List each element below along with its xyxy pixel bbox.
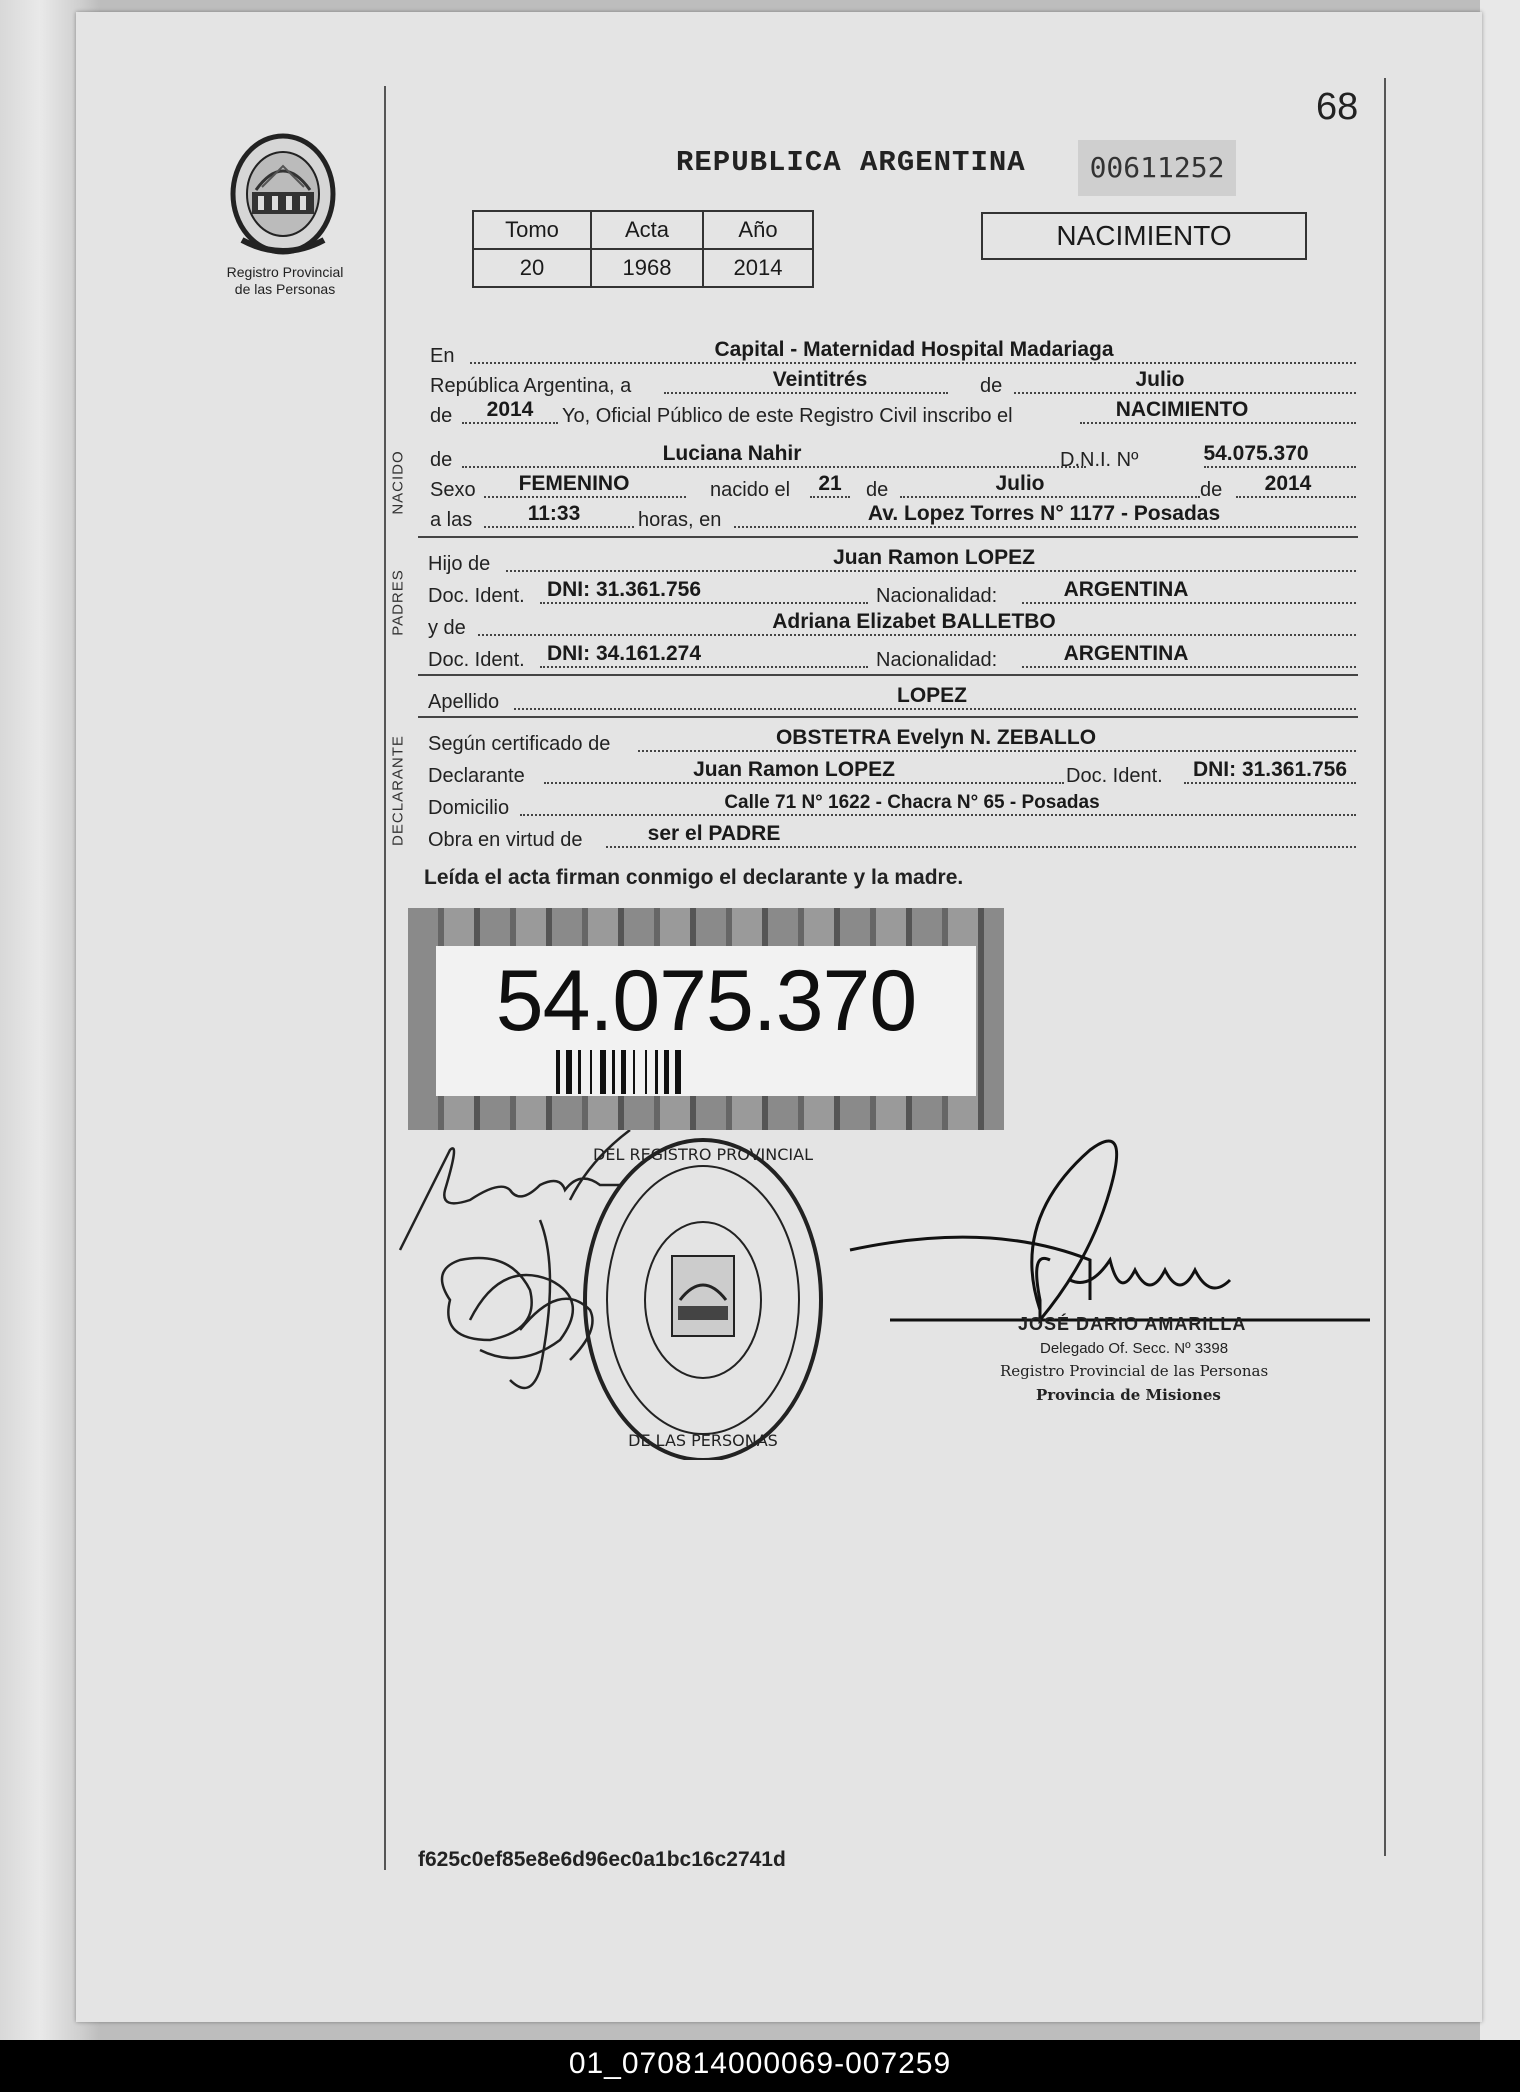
field-dni: 54.075.370 — [1203, 442, 1309, 465]
barcode-icon — [556, 1050, 856, 1094]
officer-registry: Registro Provincial de las Personas — [1000, 1362, 1269, 1380]
field-madre-nacionalidad: ARGENTINA — [1063, 642, 1189, 665]
field-padre: Juan Ramon LOPEZ — [833, 546, 1035, 569]
field-hora: 11:33 — [527, 502, 581, 525]
field-acto: NACIMIENTO — [1115, 398, 1249, 421]
divider-nacido — [418, 536, 1358, 538]
field-madre-doc: DNI: 34.161.274 — [546, 642, 702, 665]
officer-signature-icon — [850, 1141, 1370, 1320]
row-lugar — [428, 338, 1356, 368]
label-domicilio: Domicilio — [428, 797, 510, 819]
closing-statement: Leída el acta firman conmigo el declarante y la madre. — [424, 866, 964, 889]
row-obra — [428, 822, 1356, 852]
divider-apellido — [418, 716, 1358, 718]
field-mes-inscripcion: Julio — [1135, 368, 1185, 391]
serial-number: 00611252 — [1078, 140, 1236, 196]
field-anio-inscripcion: 2014 — [486, 398, 534, 421]
svg-text:DE LAS PERSONAS: DE LAS PERSONAS — [628, 1431, 778, 1450]
label-de-1: de — [980, 375, 1003, 397]
label-de-3: de — [430, 449, 453, 471]
right-margin-line — [1384, 78, 1386, 1856]
label-a-las: a las — [430, 509, 473, 531]
scan-edge — [1480, 0, 1520, 2040]
officer-name: JOSÉ DARIO AMARILLA — [1018, 1314, 1247, 1334]
row-declarante — [428, 758, 1356, 788]
officer-title: Delegado Of. Secc. Nº 3398 — [1040, 1340, 1229, 1357]
row-inscribo — [428, 398, 1356, 428]
label-de-4: de — [866, 479, 889, 501]
svg-text:DEL REGISTRO PROVINCIAL: DEL REGISTRO PROVINCIAL — [593, 1145, 813, 1164]
row-sexo — [428, 472, 1356, 502]
field-madre: Adriana Elizabet BALLETBO — [772, 610, 1056, 633]
label-republica: República Argentina, a — [430, 375, 632, 397]
document-title: REPUBLICA ARGENTINA — [676, 146, 1026, 179]
label-horas-en: horas, en — [638, 509, 722, 531]
stamp-number: 54.075.370 — [495, 953, 917, 1049]
row-padre — [428, 546, 1356, 576]
field-mes-nacimiento: Julio — [995, 472, 1045, 495]
label-de-5: de — [1200, 479, 1223, 501]
label-hijo-de: Hijo de — [428, 553, 491, 575]
field-padre-nacionalidad: ARGENTINA — [1063, 578, 1189, 601]
label-doc-ident-1: Doc. Ident. — [428, 585, 525, 607]
officer-province: Provincia de Misiones — [1036, 1386, 1221, 1404]
field-dia-inscripcion: Veintitrés — [772, 368, 868, 391]
row-apellido — [428, 684, 1356, 714]
field-lugar-nacimiento: Av. Lopez Torres N° 1177 - Posadas — [867, 502, 1221, 525]
label-nacionalidad-2: Nacionalidad: — [876, 649, 998, 671]
label-dni: D.N.I. Nº — [1060, 449, 1139, 471]
label-apellido: Apellido — [428, 691, 500, 713]
row-madre — [428, 610, 1356, 640]
label-nacido-el: nacido el — [710, 479, 791, 501]
divider-padres — [418, 674, 1358, 676]
label-declarante: Declarante — [428, 765, 525, 787]
logo-caption: Registro Provincial de las Personas — [226, 264, 344, 297]
field-padre-doc: DNI: 31.361.756 — [546, 578, 702, 601]
record-type-box: NACIMIENTO — [981, 212, 1307, 260]
anio-value: 2014 — [703, 249, 813, 287]
label-doc-ident-2: Doc. Ident. — [428, 649, 525, 671]
row-certificado — [428, 726, 1356, 756]
tomo-value: 20 — [473, 249, 591, 287]
footer-id: 01_070814000069-007259 — [568, 2047, 952, 2080]
row-padre-doc — [428, 578, 1356, 608]
section-label-declarante: DECLARANTE — [389, 735, 407, 846]
section-label-nacido: NACIDO — [389, 450, 407, 515]
label-y-de: y de — [428, 617, 466, 639]
label-sexo: Sexo — [430, 479, 476, 501]
provincial-seal-icon — [228, 132, 338, 262]
declarant-signature-icon — [400, 1130, 630, 1388]
signatures-area — [390, 1130, 1390, 1460]
section-label-padres: PADRES — [389, 569, 407, 636]
label-nacionalidad-1: Nacionalidad: — [876, 585, 998, 607]
row-fecha-inscripcion — [428, 368, 1356, 398]
label-doc-ident-3: Doc. Ident. — [1066, 765, 1163, 787]
stamp-inner — [436, 946, 976, 1096]
field-sexo: FEMENINO — [518, 472, 630, 495]
field-obra: ser el PADRE — [647, 822, 781, 845]
field-declarante: Juan Ramon LOPEZ — [693, 758, 895, 781]
field-dia-nacimiento: 21 — [818, 472, 842, 495]
dni-stamp — [408, 908, 1004, 1130]
field-declarante-doc: DNI: 31.361.756 — [1192, 758, 1348, 781]
document-hash: f625c0ef85e8e6d96ec0a1bc16c2741d — [418, 1848, 786, 1871]
acta-header: Acta — [591, 211, 703, 249]
label-de-2: de — [430, 405, 453, 427]
field-domicilio: Calle 71 N° 1622 - Chacra N° 65 - Posadas — [724, 792, 1100, 813]
field-anio-nacimiento: 2014 — [1264, 472, 1312, 495]
field-nombre: Luciana Nahir — [662, 442, 802, 465]
row-nombre — [428, 442, 1356, 472]
anio-header: Año — [703, 211, 813, 249]
row-domicilio — [428, 790, 1356, 820]
row-madre-doc — [428, 642, 1356, 672]
acta-value: 1968 — [591, 249, 703, 287]
record-table — [472, 210, 814, 288]
field-lugar: Capital - Maternidad Hospital Madariaga — [714, 338, 1114, 361]
label-segun: Según certificado de — [428, 733, 611, 755]
label-en: En — [430, 345, 455, 367]
official-seal-icon — [585, 1140, 821, 1460]
row-hora — [428, 502, 1356, 532]
field-apellido: LOPEZ — [896, 684, 968, 707]
left-margin-line — [384, 86, 386, 1870]
page-number: 68 — [1316, 86, 1359, 128]
label-yo: Yo, Oficial Público de este Registro Civil inscribo el — [562, 405, 1013, 427]
tomo-header: Tomo — [473, 211, 591, 249]
field-certificado: OBSTETRA Evelyn N. ZEBALLO — [775, 726, 1097, 749]
label-obra: Obra en virtud de — [428, 829, 583, 851]
